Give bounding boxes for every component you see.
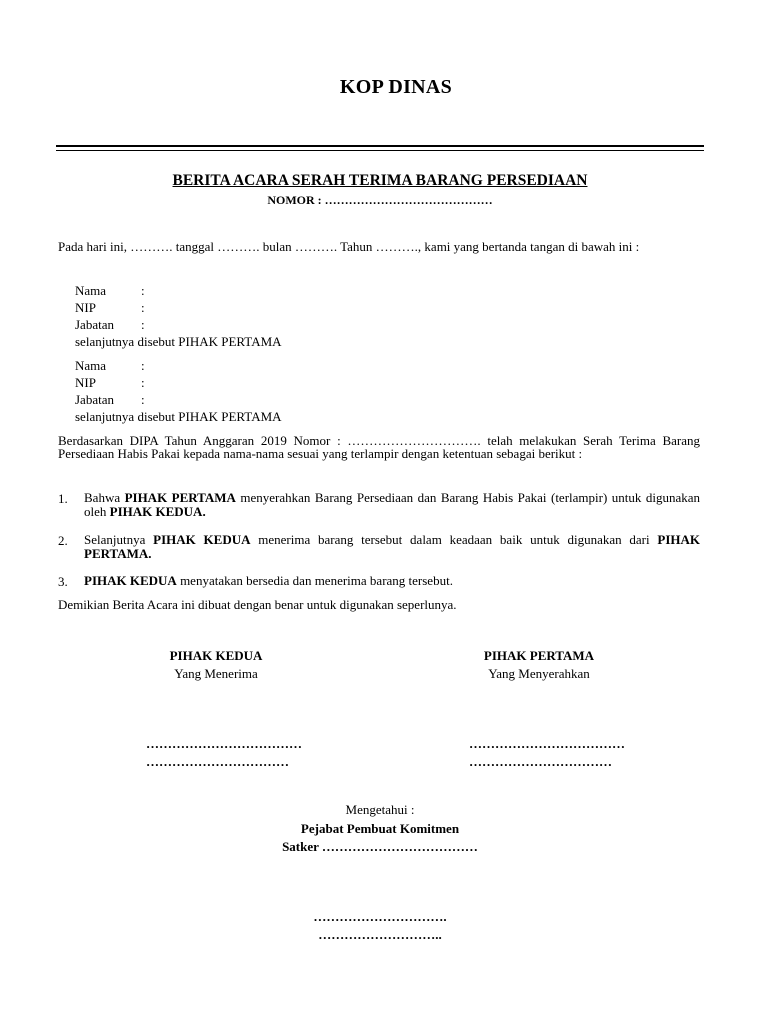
pihak2-caption: selanjutnya disebut PIHAK PERTAMA	[75, 409, 282, 424]
item-text: Selanjutnya	[84, 532, 154, 547]
sign-right-nip: ……………………………	[469, 754, 612, 769]
header-rule-thin	[56, 150, 704, 151]
item-bold-text: PIHAK KEDUA	[153, 532, 251, 547]
satker-line: Satker ………………………………	[282, 839, 478, 854]
item-text: .	[202, 504, 206, 519]
item-text: menyatakan bersedia dan menerima barang tersebut.	[176, 573, 453, 588]
nip-label: NIP	[75, 300, 96, 315]
item-text: menyerahkan Barang Persediaan dan Barang Habis Pakai (terlampir) untuk digunakan oleh	[84, 490, 700, 519]
jabatan-label: Jabatan	[75, 317, 114, 332]
colon: :	[141, 375, 145, 390]
pihak2-nip-row	[75, 375, 145, 391]
document-number: NOMOR : ……………………………………	[267, 193, 493, 207]
jabatan-label: Jabatan	[75, 392, 114, 407]
basis-paragraph: Berdasarkan DIPA Tahun Anggaran 2019 Nomor : …………………………. telah melakukan Serah Terima Barang Persediaan Habis Pakai kepada nama-nama sesuai yang terlampir dengan ketentuan sebagai berikut :	[58, 433, 700, 461]
sign-left-name: ………………………………	[146, 736, 302, 751]
colon: :	[141, 392, 145, 407]
list-item	[84, 574, 700, 588]
ppk-name: ………………………….	[313, 909, 447, 924]
pihak2-jabatan-row	[75, 392, 145, 408]
colon: :	[141, 300, 145, 315]
kop-dinas-heading: KOP DINAS	[339, 76, 453, 98]
nip-label: NIP	[75, 375, 96, 390]
sign-left-nip: ……………………………	[146, 754, 289, 769]
item-text: .	[148, 546, 152, 561]
closing-paragraph: Demikian Berita Acara ini dibuat dengan benar untuk digunakan seperlunya.	[58, 597, 457, 612]
colon: :	[141, 283, 145, 298]
item-bold-text: PIHAK KEDUA	[109, 504, 203, 519]
item-number: 3.	[58, 574, 68, 589]
item-bold-text: PIHAK KEDUA	[84, 573, 177, 588]
nama-label: Nama	[75, 358, 107, 373]
sign-left-title: PIHAK KEDUA	[169, 648, 263, 663]
item-number: 2.	[58, 533, 68, 548]
pihak1-caption: selanjutnya disebut PIHAK PERTAMA	[75, 334, 282, 349]
list-item	[84, 491, 700, 519]
item-bold-text: PIHAK PERTAMA	[84, 532, 700, 561]
intro-paragraph: Pada hari ini, ………. tanggal ………. bulan ………. Tahun ………., kami yang bertanda tangan di bawah ini :	[58, 239, 640, 254]
header-rule-thick	[56, 145, 704, 147]
document-title: BERITA ACARA SERAH TERIMA BARANG PERSEDIAAN	[172, 172, 588, 189]
pihak2-nama-row	[75, 358, 145, 374]
item-number: 1.	[58, 491, 68, 506]
list-item	[84, 533, 700, 561]
pihak1-nama-row	[75, 283, 145, 299]
pihak1-jabatan-row	[75, 317, 145, 333]
item-text: Bahwa	[84, 490, 125, 505]
nama-label: Nama	[75, 283, 107, 298]
sign-right-subtitle: Yang Menyerahkan	[488, 666, 590, 681]
sign-left-subtitle: Yang Menerima	[174, 666, 258, 681]
sign-right-name: ………………………………	[469, 736, 625, 751]
item-bold-text: PIHAK PERTAMA	[124, 490, 236, 505]
ppk-title: Pejabat Pembuat Komitmen	[300, 821, 460, 836]
sign-right-title: PIHAK PERTAMA	[483, 648, 595, 663]
acknowledged-label: Mengetahui :	[345, 802, 415, 817]
colon: :	[141, 317, 145, 332]
item-text: menerima barang tersebut dalam keadaan baik untuk digunakan dari	[250, 532, 658, 547]
ppk-nip: ………………………..	[318, 927, 442, 942]
pihak1-nip-row	[75, 300, 145, 316]
colon: :	[141, 358, 145, 373]
